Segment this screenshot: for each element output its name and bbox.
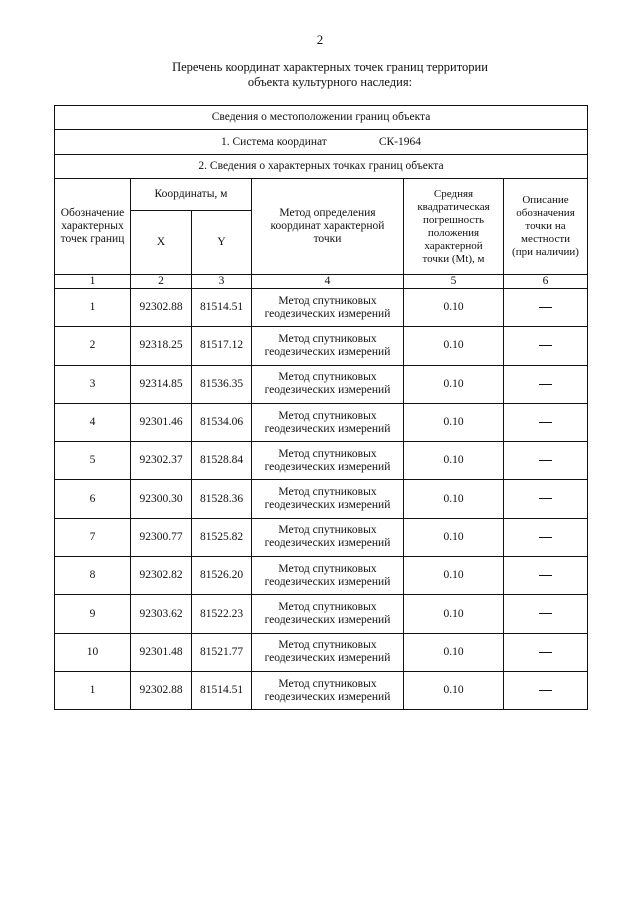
method-line: геодезических измерений (264, 614, 391, 627)
method-cell (252, 403, 404, 441)
x-coordinate-cell: 92302.37 (131, 442, 192, 480)
method-line: геодезических измерений (264, 345, 391, 358)
error-cell: 0.10 (404, 442, 504, 480)
document-title (120, 60, 540, 90)
point-number-cell: 6 (55, 480, 131, 518)
table-row (55, 403, 588, 441)
col-error-header (404, 179, 504, 275)
dash-mark (539, 537, 552, 538)
error-cell: 0.10 (404, 480, 504, 518)
x-coordinate-cell: 92302.88 (131, 289, 192, 327)
y-coordinate-cell: 81522.23 (192, 595, 252, 633)
description-cell (504, 480, 588, 518)
point-number-cell: 1 (55, 289, 131, 327)
table-row (55, 289, 588, 327)
coord-system-value: СК-1964 (378, 135, 422, 148)
header-line: характерных (61, 220, 124, 232)
page-number: 2 (316, 32, 324, 47)
y-coordinate-cell: 81536.35 (192, 365, 252, 403)
error-cell: 0.10 (404, 557, 504, 595)
header-line: квадратическая (417, 200, 490, 213)
x-coordinate-cell: 92302.88 (131, 671, 192, 709)
method-cell (252, 557, 404, 595)
header-line: Обозначение (60, 207, 125, 219)
table-row (55, 327, 588, 365)
points-header-row (55, 155, 588, 179)
header-line: Средняя (433, 187, 474, 200)
method-cell (252, 633, 404, 671)
table-row (55, 671, 588, 709)
dash-mark (539, 575, 552, 576)
table-row (55, 633, 588, 671)
method-cell (252, 327, 404, 365)
method-line: геодезических измерений (264, 460, 391, 473)
description-cell (504, 518, 588, 556)
method-line: Метод спутниковых (278, 486, 377, 499)
method-line: геодезических измерений (264, 652, 391, 665)
y-coordinate-cell: 81517.12 (192, 327, 252, 365)
method-line: Метод спутниковых (278, 332, 377, 345)
table-row (55, 480, 588, 518)
description-cell (504, 671, 588, 709)
description-cell (504, 633, 588, 671)
method-line: Метод спутниковых (278, 409, 377, 422)
y-coordinate-cell: 81525.82 (192, 518, 252, 556)
col-description-header (504, 179, 588, 275)
col-x-header: X (131, 211, 192, 275)
header-line: точки на (525, 220, 566, 232)
points-header: 2. Сведения о характерных точках границ объекта (55, 155, 588, 179)
col-coords-header: Координаты, м (131, 179, 252, 211)
method-line: Метод спутниковых (278, 677, 377, 690)
header-line: обозначения (516, 207, 575, 219)
description-cell (504, 595, 588, 633)
y-coordinate-cell: 81514.51 (192, 289, 252, 327)
title-line: объекта культурного наследия: (247, 75, 413, 89)
x-coordinate-cell: 92303.62 (131, 595, 192, 633)
header-line: Описание (522, 194, 569, 206)
point-number-cell: 7 (55, 518, 131, 556)
dash-mark (539, 690, 552, 691)
point-number-cell: 1 (55, 671, 131, 709)
error-cell: 0.10 (404, 289, 504, 327)
method-line: геодезических измерений (264, 537, 391, 550)
error-cell: 0.10 (404, 327, 504, 365)
header-line: точки (Mt), м (422, 252, 485, 265)
method-line: Метод спутниковых (278, 524, 377, 537)
y-coordinate-cell: 81521.77 (192, 633, 252, 671)
y-coordinate-cell: 81514.51 (192, 671, 252, 709)
error-cell: 0.10 (404, 518, 504, 556)
description-cell (504, 289, 588, 327)
x-coordinate-cell: 92300.30 (131, 480, 192, 518)
point-number-cell: 8 (55, 557, 131, 595)
table-row (55, 365, 588, 403)
title-line: Перечень координат характерных точек границ территории (172, 60, 488, 74)
column-number: 6 (504, 275, 588, 289)
error-cell: 0.10 (404, 633, 504, 671)
y-coordinate-cell: 81534.06 (192, 403, 252, 441)
column-number: 1 (55, 275, 131, 289)
method-line: геодезических измерений (264, 499, 391, 512)
dash-mark (539, 384, 552, 385)
table-row (55, 442, 588, 480)
col-designation-header (55, 179, 131, 275)
dash-mark (539, 345, 552, 346)
method-line: геодезических измерений (264, 422, 391, 435)
method-cell (252, 595, 404, 633)
dash-mark (539, 498, 552, 499)
column-header-row (55, 179, 588, 211)
point-number-cell: 10 (55, 633, 131, 671)
x-coordinate-cell: 92318.25 (131, 327, 192, 365)
y-coordinate-cell: 81526.20 (192, 557, 252, 595)
error-cell: 0.10 (404, 365, 504, 403)
method-line: геодезических измерений (264, 575, 391, 588)
column-number: 3 (192, 275, 252, 289)
column-number-row (55, 275, 588, 289)
col-method-header (252, 179, 404, 275)
header-line: характерной (424, 239, 483, 252)
description-cell (504, 365, 588, 403)
point-number-cell: 3 (55, 365, 131, 403)
header-line: координат характерной (270, 220, 385, 232)
x-coordinate-cell: 92302.82 (131, 557, 192, 595)
description-cell (504, 442, 588, 480)
point-number-cell: 4 (55, 403, 131, 441)
coord-system-row (55, 130, 588, 155)
error-cell: 0.10 (404, 671, 504, 709)
col-y-header: Y (192, 211, 252, 275)
table-row (55, 595, 588, 633)
point-number-cell: 9 (55, 595, 131, 633)
method-cell (252, 365, 404, 403)
column-number: 2 (131, 275, 192, 289)
x-coordinate-cell: 92301.46 (131, 403, 192, 441)
y-coordinate-cell: 81528.84 (192, 442, 252, 480)
header-line: Метод определения (279, 207, 376, 219)
x-coordinate-cell: 92301.48 (131, 633, 192, 671)
header-line: положения (427, 226, 480, 239)
table-row (55, 518, 588, 556)
y-coordinate-cell: 81528.36 (192, 480, 252, 518)
point-number-cell: 2 (55, 327, 131, 365)
coord-system-cell (55, 130, 588, 155)
method-line: Метод спутниковых (278, 371, 377, 384)
coordinates-table (54, 105, 588, 710)
method-line: Метод спутниковых (278, 447, 377, 460)
column-number: 4 (252, 275, 404, 289)
header-line: местности (520, 233, 571, 245)
column-number: 5 (404, 275, 504, 289)
method-line: Метод спутниковых (278, 294, 377, 307)
method-line: геодезических измерений (264, 690, 391, 703)
error-cell: 0.10 (404, 595, 504, 633)
method-line: Метод спутниковых (278, 562, 377, 575)
method-cell (252, 480, 404, 518)
x-coordinate-cell: 92314.85 (131, 365, 192, 403)
method-cell (252, 289, 404, 327)
method-cell (252, 671, 404, 709)
dash-mark (539, 613, 552, 614)
section-header: Сведения о местоположении границ объекта (55, 106, 588, 130)
point-number-cell: 5 (55, 442, 131, 480)
description-cell (504, 327, 588, 365)
description-cell (504, 557, 588, 595)
header-line: (при наличии) (512, 246, 579, 258)
method-line: геодезических измерений (264, 307, 391, 320)
dash-mark (539, 422, 552, 423)
coord-system-label: 1. Система координат (221, 135, 327, 148)
x-coordinate-cell: 92300.77 (131, 518, 192, 556)
method-line: Метод спутниковых (278, 639, 377, 652)
table-row (55, 557, 588, 595)
method-cell (252, 518, 404, 556)
method-line: геодезических измерений (264, 384, 391, 397)
error-cell: 0.10 (404, 403, 504, 441)
dash-mark (539, 652, 552, 653)
description-cell (504, 403, 588, 441)
header-line: погрешность (422, 213, 485, 226)
dash-mark (539, 460, 552, 461)
section-header-row (55, 106, 588, 130)
header-line: точек границ (60, 233, 125, 245)
method-line: Метод спутниковых (278, 601, 377, 614)
header-line: точки (313, 233, 342, 245)
method-cell (252, 442, 404, 480)
dash-mark (539, 307, 552, 308)
